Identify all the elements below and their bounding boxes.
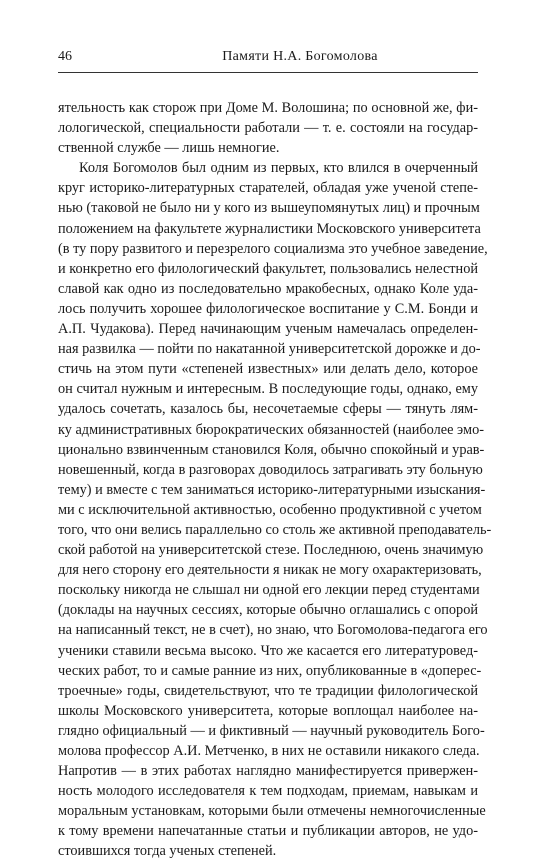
text-line: ятельность как сторож при Доме М. Волошина; по основной же, фи- — [58, 100, 478, 116]
text-line: стоившихся тогда ученых степеней. — [58, 843, 277, 860]
text-line: того, что они велись параллельно со столь же активной преподаватель- — [58, 521, 492, 538]
text-line: ку административных бюрократических обязанностей (наиболее эмо- — [58, 421, 485, 438]
text-line: ность молодого исследователя к тем подходам, приемам, навыкам и — [58, 783, 478, 800]
text-line: он считал нужным и интересным. В последующие годы, однако, ему — [58, 381, 478, 398]
text-line: и конкретно его филологический факультет, пользовались нелестной — [58, 260, 478, 277]
text-line: поскольку никогда не слышал ни одной его лекции перед студентами — [58, 582, 480, 599]
text-line: нью (таковой не было ни у кого из вышеупомянутых лиц) и прочным — [58, 200, 480, 217]
text-line: (в ту пору развитого и перезрелого социализма это учебное заведение, — [58, 240, 488, 257]
text-line: удалось сочетать, казалось бы, несочетаемые сферы — тянуть лям- — [58, 401, 478, 418]
text-line: ная развилка — пойти по накатанной университетской дорожке и до- — [58, 341, 481, 358]
text-line: ской работой на университетской стезе. Последнюю, очень значимую — [58, 542, 484, 559]
text-line: лологической, специальности работали — т. е. состояли на государ- — [58, 120, 478, 137]
header-rule — [58, 72, 478, 73]
text-line: моральным установкам, которыми были отмечены немногочисленные — [58, 803, 486, 820]
text-line: ческих работ, то и самые ранние из них, опубликованные в «доперес- — [58, 662, 482, 679]
text-line: (доклады на научных сессиях, которые обычно оглашались с опорой — [58, 602, 478, 619]
running-title: Памяти Н.А. Богомолова — [222, 49, 378, 64]
text-line: ственной службе — лишь немногие. — [58, 140, 280, 157]
text-line: к тому времени напечатанные статьи и публикации авторов, не удо- — [58, 823, 478, 840]
text-line: славой как одно из последовательно мракобесных, однако Коле уда- — [58, 280, 478, 297]
text-line: положением на факультете журналистики Московского университета — [58, 220, 481, 237]
text-line: для него сторону его деятельности я никак не могу охарактеризовать, — [58, 562, 482, 579]
text-line: круг историко-литературных старателей, обладая уже ученой степе- — [58, 180, 478, 197]
text-line: глядно официальный — и фиктивный — научный руководитель Бого- — [58, 722, 485, 739]
text-line: тему) и вместе с тем заниматься историко-литературными изыскания- — [58, 481, 486, 498]
text-line: Напротив — в этих работах наглядно манифестируется привержен- — [58, 763, 478, 780]
body-text — [58, 98, 492, 862]
text-line: ционально взвинченным становился Коля, обычно спокойный и урав- — [58, 441, 485, 458]
text-line: молова профессор А.И. Метченко, в них не оставили никакого следа. — [58, 743, 480, 759]
text-line: школы Московского университета, которые воплощал наиболее на- — [58, 702, 478, 719]
text-line: троечные» годы, свидетельствуют, что те традиции филологической — [58, 682, 478, 699]
text-line: лось получить хорошее филологическое воспитание у С.М. Бонди и — [58, 300, 478, 317]
text-line: на написанный текст, не в счет), но знаю, что Богомолова-педагога его — [58, 622, 488, 639]
text-line: ми с исключительной активностью, особенно продуктивной с учетом — [58, 501, 482, 518]
text-line: стичь на этом пути «степеней известных» или делать дело, которое — [58, 361, 478, 378]
page-number: 46 — [58, 49, 72, 64]
text-line: А.П. Чудакова). Перед начинающим ученым намечалась определен- — [58, 321, 478, 338]
text-line: Коля Богомолов был одним из первых, кто влился в очерченный — [79, 160, 478, 177]
text-line: новешенный, когда в разговорах доводилось затрагивать эту больную — [58, 461, 483, 478]
text-line: ученики ставили весьма высоко. Что же касается его литературовед- — [58, 642, 478, 659]
